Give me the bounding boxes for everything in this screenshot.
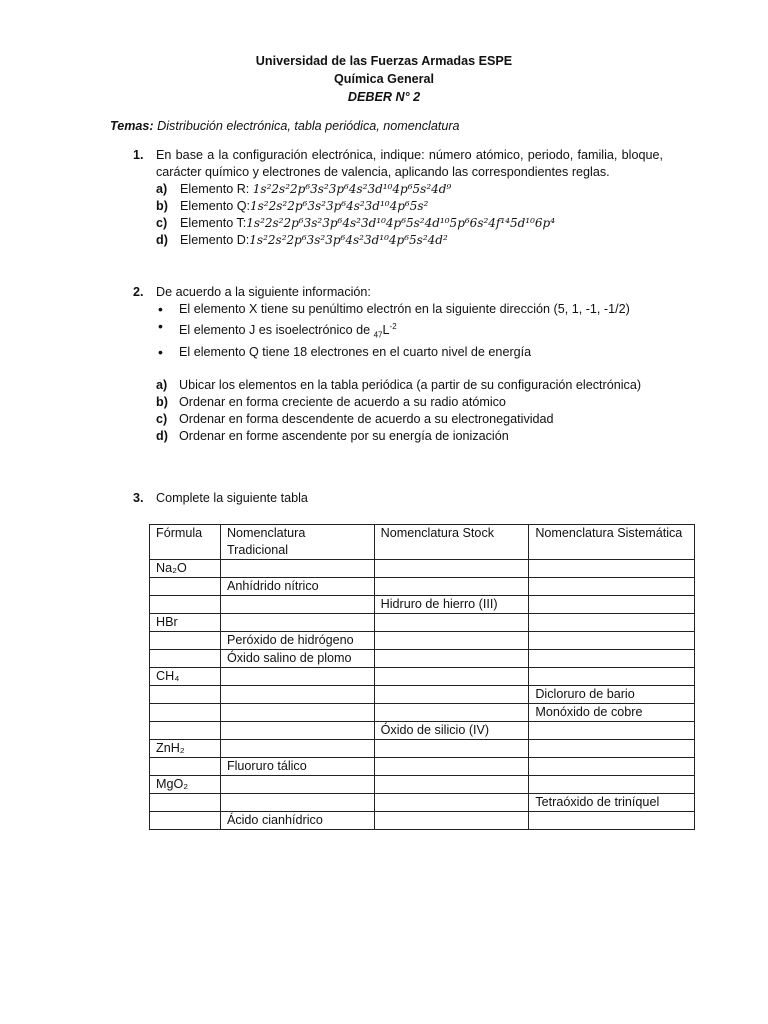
question-text: De acuerdo a la siguiente información: [156, 285, 371, 299]
table-cell [529, 758, 695, 776]
document-header [0, 52, 768, 106]
table-header-row [150, 525, 695, 560]
table-cell [150, 812, 221, 830]
table-row [150, 794, 695, 812]
table-row [150, 650, 695, 668]
table-cell [374, 812, 529, 830]
question-number: 1. [133, 148, 144, 162]
table-cell: Ácido cianhídrico [220, 812, 374, 830]
table-cell [220, 686, 374, 704]
table-cell [374, 686, 529, 704]
question-text: Complete la siguiente tabla [156, 491, 308, 505]
list-item: b) Ordenar en forma creciente de acuerdo a su radio atómico [156, 394, 506, 409]
list-item: a) Ubicar los elementos en la tabla periódica (a partir de su configuración electrónica) [156, 377, 642, 392]
university-name: Universidad de las Fuerzas Armadas ESPE [255, 54, 513, 68]
table-row [150, 596, 695, 614]
table-cell [529, 812, 695, 830]
table-cell [150, 578, 221, 596]
table-cell [374, 794, 529, 812]
table-row [150, 614, 695, 632]
table-cell: HBr [150, 614, 221, 632]
electron-config: 1s²2s²2p⁶3s²3p⁶4s²3d¹⁰4p⁶5s²4d² [249, 233, 448, 247]
list-item: c) Ordenar en forma descendente de acuerdo a su electronegatividad [156, 411, 554, 426]
list-item: b) Elemento Q:1s²2s²2p⁶3s²3p⁶4s²3d¹⁰4p⁶5s² [156, 199, 429, 213]
table-cell: Óxido salino de plomo [220, 650, 374, 668]
table-cell [529, 776, 695, 794]
info-bullets [156, 301, 663, 361]
question-number: 3. [133, 491, 144, 505]
table-cell [529, 614, 695, 632]
list-item: c) Elemento T:1s²2s²2p⁶3s²3p⁶4s²3d¹⁰4p⁶5s²4d¹⁰5p⁶6s²4f¹⁴5d¹⁰6p⁴ [156, 216, 556, 230]
table-cell [529, 596, 695, 614]
question-number: 2. [133, 285, 144, 299]
table-cell: Tetraóxido de triníquel [529, 794, 695, 812]
assignment-title: DEBER N° 2 [347, 90, 421, 104]
table-cell [150, 596, 221, 614]
list-item: • El elemento X tiene su penúltimo electrón en la siguiente dirección (5, 1, -1, -1/2) [156, 301, 663, 318]
table-cell [374, 668, 529, 686]
table-cell: Na₂O [150, 560, 221, 578]
table-cell [150, 758, 221, 776]
table-row [150, 758, 695, 776]
table-cell: Dicloruro de bario [529, 686, 695, 704]
table-cell [150, 704, 221, 722]
electron-config: 1s²2s²2p⁶3s²3p⁶4s²3d¹⁰4p⁶5s² [250, 199, 429, 213]
table-row [150, 704, 695, 722]
table-row [150, 740, 695, 758]
element-list [156, 181, 663, 249]
table-cell [529, 722, 695, 740]
table-cell [529, 668, 695, 686]
column-header: Nomenclatura Tradicional [220, 525, 374, 560]
table-cell [150, 686, 221, 704]
table-row [150, 776, 695, 794]
table-cell [220, 776, 374, 794]
table-cell [374, 704, 529, 722]
table-cell [374, 740, 529, 758]
list-item: d) Ordenar en forme ascendente por su energía de ionización [156, 428, 509, 443]
table-cell [150, 650, 221, 668]
list-item: d) Elemento D:1s²2s²2p⁶3s²3p⁶4s²3d¹⁰4p⁶5s²4d² [156, 233, 448, 247]
table-cell [374, 578, 529, 596]
table-cell [374, 650, 529, 668]
table-cell [150, 722, 221, 740]
table-row [150, 668, 695, 686]
table-cell [529, 632, 695, 650]
table-cell [150, 632, 221, 650]
list-item: • El elemento Q tiene 18 electrones en el cuarto nivel de energía [156, 344, 663, 361]
topics-line [110, 118, 460, 135]
question-2 [133, 284, 663, 445]
column-header: Nomenclatura Sistemática [529, 525, 695, 560]
table-cell: ZnH₂ [150, 740, 221, 758]
table-cell [220, 614, 374, 632]
table-row [150, 578, 695, 596]
table-cell [150, 794, 221, 812]
table-cell: MgO₂ [150, 776, 221, 794]
table-row [150, 686, 695, 704]
table-row [150, 560, 695, 578]
table-cell [220, 740, 374, 758]
table-cell [374, 758, 529, 776]
column-header: Fórmula [150, 525, 221, 560]
table-cell [374, 776, 529, 794]
table-cell: Hidruro de hierro (III) [374, 596, 529, 614]
table-cell [220, 722, 374, 740]
electron-config: 1s²2s²2p⁶3s²3p⁶4s²3d¹⁰4p⁶5s²4d⁹ [252, 182, 452, 196]
table-cell: Peróxido de hidrógeno [220, 632, 374, 650]
table-cell [529, 740, 695, 758]
task-list [156, 377, 663, 445]
table-cell [529, 578, 695, 596]
list-item: a) Elemento R: 1s²2s²2p⁶3s²3p⁶4s²3d¹⁰4p⁶5s²4d⁹ [156, 182, 452, 196]
table-cell [220, 794, 374, 812]
table-cell: Anhídrido nítrico [220, 578, 374, 596]
table-cell: Fluoruro tálico [220, 758, 374, 776]
table-row [150, 632, 695, 650]
table-cell [529, 560, 695, 578]
table-cell: Monóxido de cobre [529, 704, 695, 722]
table-row [150, 812, 695, 830]
table-cell [529, 650, 695, 668]
table-cell [374, 614, 529, 632]
column-header: Nomenclatura Stock [374, 525, 529, 560]
table-cell [220, 704, 374, 722]
table-cell [220, 668, 374, 686]
table-cell [374, 560, 529, 578]
table-cell: CH₄ [150, 668, 221, 686]
topics-label: Temas: [110, 119, 154, 133]
nomenclature-table [149, 524, 695, 830]
question-1 [133, 147, 663, 249]
table-cell: Óxido de silicio (IV) [374, 722, 529, 740]
table-row [150, 722, 695, 740]
list-item: • El elemento J es isoelectrónico de $_{47}L^{-2}$ [156, 318, 663, 344]
course-name: Química General [333, 72, 435, 86]
topics-text: Distribución electrónica, tabla periódica, nomenclatura [153, 119, 460, 133]
table-cell [374, 632, 529, 650]
table-cell [220, 596, 374, 614]
electron-config: 1s²2s²2p⁶3s²3p⁶4s²3d¹⁰4p⁶5s²4d¹⁰5p⁶6s²4f¹⁴5d¹⁰6p⁴ [246, 216, 556, 230]
table-cell [220, 560, 374, 578]
question-3 [133, 490, 663, 507]
question-text: En base a la configuración electrónica, indique: número atómico, periodo, familia, bloque, carácter químico y electrones de valencia, aplicando las correspondientes reglas. [156, 148, 663, 179]
